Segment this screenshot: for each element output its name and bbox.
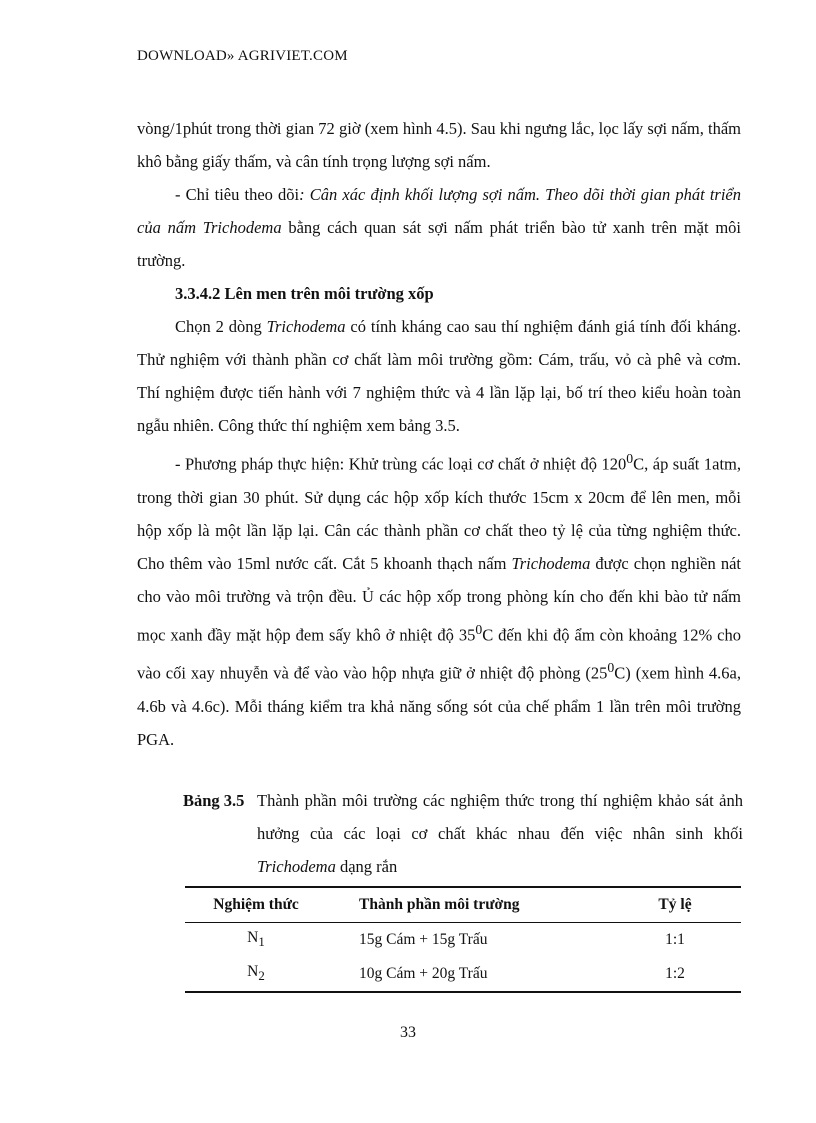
data-table [185,886,741,993]
text-run: Chọn 2 dòng [175,317,267,336]
column-header: Nghiệm thức [213,896,299,913]
paragraph [137,178,741,277]
treatment-label: N [247,929,259,947]
text-run: C đến khi độ ẩm còn khoảng 12% cho vào cối xay nhuyễn và để vào vào hộp nhựa giữ ở nhiệt độ phòng (25 [137,625,741,683]
table-cell [185,923,327,958]
page-header: DOWNLOAD» AGRIVIET.COM [137,48,348,64]
species-name: Trichodema [257,857,336,876]
table-caption-label: Bảng 3.5 [183,791,245,810]
table-header-row [185,887,741,923]
table-caption [183,784,743,883]
subscript: 2 [258,968,265,984]
superscript: 0 [475,621,483,637]
table-cell: 10g Cám + 20g Trấu [359,965,488,982]
table-cell: 1:1 [665,931,685,948]
table-row [185,957,741,992]
subscript: 1 [258,934,265,950]
section-heading: 3.3.4.2 Lên men trên môi trường xốp [175,284,434,303]
text-run: C) (xem hình 4.6a, 4.6b và 4.6c). Mỗi tháng kiểm tra khả năng sống sót của chế phẩm 1 lần trên môi trường PGA. [137,663,742,749]
species-name: Trichodema [202,218,282,237]
column-header: Thành phần môi trường [359,896,520,913]
table-cell [185,957,327,992]
text-run: có tính kháng cao sau thí nghiệm đánh giá tính đối kháng. Thử nghiệm với thành phần cơ chất làm môi trường gồm: Cám, trấu, vỏ cà phê và cơm. Thí nghiệm được tiến hành với 7 nghiệm thức và 4 lần lặp lại, bố trí theo kiểu hoàn toàn ngẫu nhiên. Công thức thí nghiệm xem bảng 3.5. [137,317,741,435]
superscript: 0 [626,451,634,466]
text-run: được chọn nghiền nát cho vào môi trường và trộn đều. Ủ các hộp xốp trong phòng kín cho đến khi bào tử nấm mọc xanh đầy mặt hộp đem sấy khô ở nhiệt độ 35 [137,553,741,644]
text-run: bằng cách quan sát sợi nấm phát triển bào tử xanh trên mặt môi trường. [137,218,741,270]
body-text [137,112,741,756]
species-name: Trichodema [266,317,346,336]
superscript: 0 [607,660,615,675]
column-header: Tỷ lệ [658,896,692,913]
species-name: Trichodema [511,553,591,573]
text-run: : Cân xác định khối lượng sợi nấm. Theo dõi thời gian phát triển của nấm [137,185,741,237]
table-row [185,923,741,958]
text-run: Thành phần môi trường các nghiệm thức trong thí nghiệm khảo sát ảnh hưởng của các loại cơ chất khác nhau đến việc nhân sinh khối [257,791,743,843]
table-cell: 15g Cám + 15g Trấu [359,931,488,948]
text-run: dạng rắn [335,857,398,876]
paragraph [137,442,741,756]
treatment-label: N [247,963,259,981]
text-run: - Phương pháp thực hiện: Khử trùng các loại cơ chất ở nhiệt độ 120 [175,454,627,474]
table-cell: 1:2 [665,965,685,982]
page-number: 33 [400,1024,416,1041]
table-caption-text [183,784,743,883]
text-run: - Chỉ tiêu theo dõi [175,185,300,204]
text-run: C, áp suất 1atm, trong thời gian 30 phút. Sử dụng các hộp xốp kích thước 15cm x 20cm để lên men, mỗi hộp xốp là một lần lặp lại. Cân các thành phần cơ chất theo tỷ lệ của từng nghiệm thức. Cho thêm vào 15ml nước cất. Cắt 5 khoanh thạch nấm [137,454,741,573]
paragraph [137,310,741,442]
paragraph: vòng/1phút trong thời gian 72 giờ (xem hình 4.5). Sau khi ngưng lắc, lọc lấy sợi nấm, thấm khô bằng giấy thấm, và cân tính trọng lượng sợi nấm. [137,119,741,171]
